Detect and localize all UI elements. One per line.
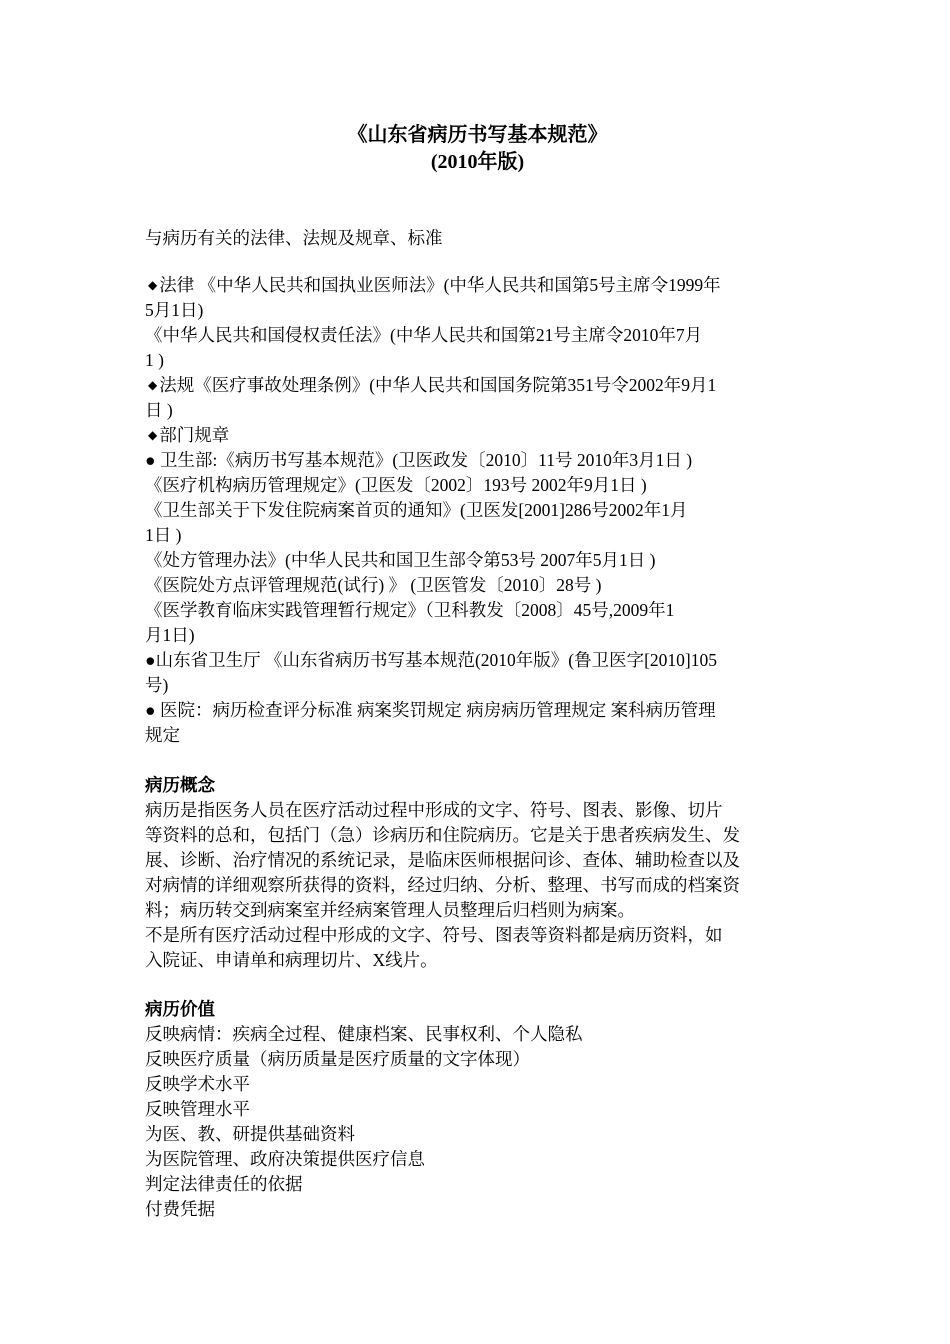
dept-rules-line bbox=[145, 423, 810, 448]
value-item: 为医、教、研提供基础资料 bbox=[145, 1124, 355, 1144]
concept-p1-line-4: 对病情的详细观察所获得的资料，经过归纳、分析、整理、书写而成的档案资 bbox=[145, 875, 740, 895]
shandong-line-a bbox=[145, 648, 810, 673]
concept-p1-line-3: 展、诊断、治疗情况的系统记录，是临床医师根据问诊、查体、辅助检查以及 bbox=[145, 850, 740, 870]
law-label: 法律 bbox=[159, 275, 195, 295]
moh-line-3a: 《卫生部关于下发住院病案首页的通知》(卫医发[2001]286号2002年1月 bbox=[145, 500, 688, 520]
shandong-text: 山东省卫生厅 《山东省病历书写基本规范(2010年版》(鲁卫医字[2010]105 bbox=[155, 650, 718, 670]
law-line-2b: 1 ) bbox=[145, 350, 164, 370]
laws-heading: 与病历有关的法律、法规及规章、标准 bbox=[145, 228, 443, 248]
law-line-2a: 《中华人民共和国侵权责任法》(中华人民共和国第21号主席令2010年7月 bbox=[145, 325, 703, 345]
moh-line-4: 《处方管理办法》(中华人民共和国卫生部令第53号 2007年5月1日 ) bbox=[145, 550, 656, 570]
diamond-bullet-icon: ◆ bbox=[148, 378, 158, 392]
regulation-line-b: 日 ) bbox=[145, 400, 173, 420]
moh-line-1 bbox=[145, 448, 810, 473]
document-title bbox=[145, 122, 810, 176]
shandong-line-b: 号) bbox=[145, 675, 169, 695]
title-line-1: 《山东省病历书写基本规范》 bbox=[347, 124, 608, 146]
diamond-bullet-icon: ◆ bbox=[148, 278, 158, 292]
law-line-1a bbox=[145, 273, 810, 298]
value-item: 付费凭据 bbox=[145, 1199, 215, 1219]
dot-bullet-icon: ● bbox=[145, 700, 156, 720]
value-heading: 病历价值 bbox=[145, 999, 215, 1019]
moh-text-1: 卫生部:《病历书写基本规范》(卫医政发〔2010〕11号 2010年3月1日 ) bbox=[155, 450, 693, 470]
dept-rules-text: 部门规章 bbox=[159, 425, 230, 445]
moh-line-2: 《医疗机构病历管理规定》(卫医发〔2002〕193号 2002年9月1日 ) bbox=[145, 475, 647, 495]
law-line-1b: 5月1日) bbox=[145, 300, 204, 320]
value-item: 反映医疗质量（病历质量是医疗质量的文字体现） bbox=[145, 1049, 530, 1069]
moh-line-6a: 《医学教育临床实践管理暂行规定》（卫科教发〔2008〕45号,2009年1 bbox=[145, 600, 675, 620]
concept-heading: 病历概念 bbox=[145, 775, 215, 795]
concept-p2-line-1: 不是所有医疗活动过程中形成的文字、符号、图表等资料都是病历资料，如 bbox=[145, 925, 723, 945]
diamond-bullet-icon: ◆ bbox=[148, 428, 158, 442]
concept-p1-line-2: 等资料的总和，包括门（急）诊病历和住院病历。它是关于患者疾病发生、发 bbox=[145, 825, 740, 845]
hospital-line-a bbox=[145, 698, 810, 723]
concept-p1-line-5: 料；病历转交到病案室并经病案管理人员整理后归档则为病案。 bbox=[145, 900, 635, 920]
dot-bullet-icon: ● bbox=[145, 450, 156, 470]
law1-text: 《中华人民共和国执业医师法》(中华人民共和国第5号主席令1999年 bbox=[194, 275, 721, 295]
value-item: 为医院管理、政府决策提供医疗信息 bbox=[145, 1149, 425, 1169]
regulation-line-a bbox=[145, 373, 810, 398]
moh-line-6b: 月1日) bbox=[145, 625, 195, 645]
hospital-line-b: 规定 bbox=[145, 725, 180, 745]
concept-p1-line-1: 病历是指医务人员在医疗活动过程中形成的文字、符号、图表、影像、切片 bbox=[145, 800, 723, 820]
value-item: 判定法律责任的依据 bbox=[145, 1174, 303, 1194]
hospital-text: 医院：病历检查评分标准 病案奖罚规定 病房病历管理规定 案科病历管理 bbox=[155, 700, 716, 720]
concept-p2-line-2: 入院证、申请单和病理切片、X线片。 bbox=[145, 950, 438, 970]
moh-line-3b: 1日 ) bbox=[145, 525, 182, 545]
value-item: 反映学术水平 bbox=[145, 1074, 250, 1094]
title-line-2: (2010年版) bbox=[430, 151, 525, 173]
value-item: 反映病情：疾病全过程、健康档案、民事权利、个人隐私 bbox=[145, 1024, 583, 1044]
value-item: 反映管理水平 bbox=[145, 1099, 250, 1119]
moh-line-5: 《医院处方点评管理规范(试行) 》 (卫医管发〔2010〕28号 ) bbox=[145, 575, 602, 595]
dot-bullet-icon: ● bbox=[145, 650, 156, 670]
regulation-text: 法规《医疗事故处理条例》(中华人民共和国国务院第351号令2002年9月1 bbox=[159, 375, 717, 395]
